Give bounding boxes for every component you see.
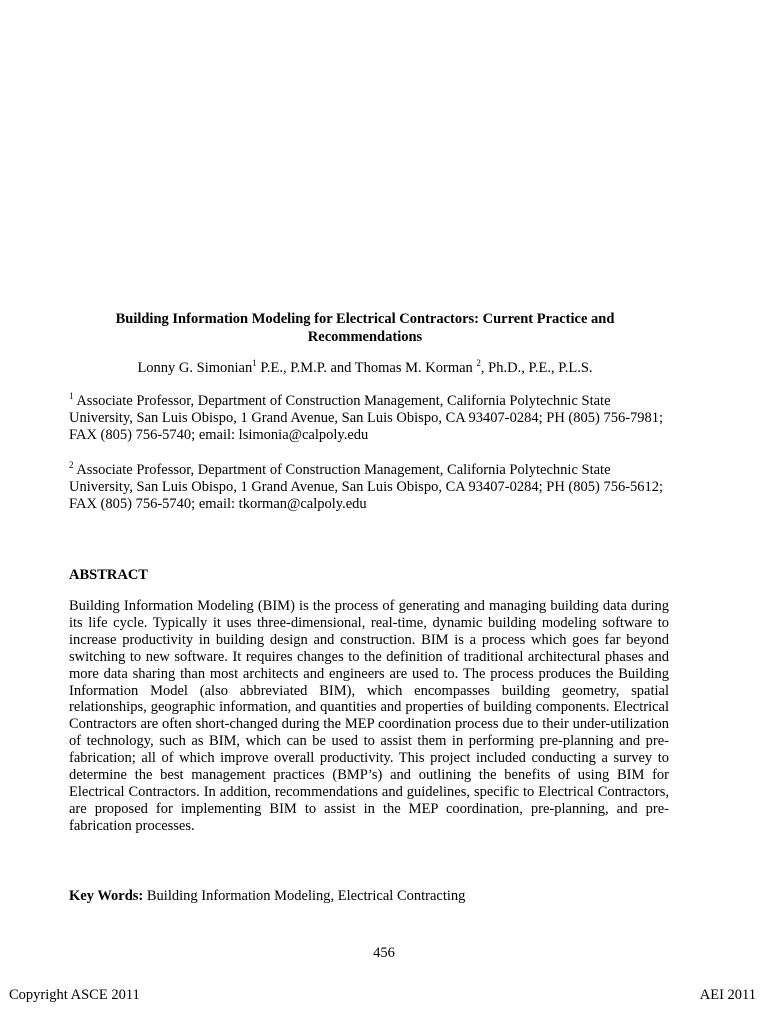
page-number: 456 — [373, 945, 395, 961]
keywords-text: Building Information Modeling, Electrical Contracting — [143, 888, 466, 904]
author-1-affil-marker: 1 — [252, 358, 257, 369]
author-line — [60, 359, 670, 377]
affiliation-2-text: Associate Professor, Department of Construction Management, California Polytechnic State University, San Luis Obispo, 1 Grand Avenue, San Luis Obispo, CA 93407-0284; PH (805) 756-5612; FAX (805) 756-5740; email: tkorman@calpoly.edu — [69, 462, 664, 512]
footer-copyright: Copyright ASCE 2011 — [9, 987, 140, 1003]
keywords-label: Key Words: — [69, 888, 144, 904]
affiliation-2-marker: 2 — [69, 460, 74, 471]
abstract-heading: ABSTRACT — [69, 567, 148, 583]
author-1-name: Lonny G. Simonian — [137, 360, 253, 376]
author-2-credentials: , Ph.D., P.E., P.L.S. — [480, 360, 593, 376]
paper-title: Building Information Modeling for Electrical Contractors: Current Practice and Recommendations — [115, 311, 615, 345]
author-1-credentials: P.E., P.M.P. and — [256, 360, 355, 376]
affiliation-1-marker: 1 — [69, 391, 74, 402]
affiliation-1 — [69, 393, 669, 444]
author-2-affil-marker: 2 — [476, 358, 481, 369]
affiliation-1-text: Associate Professor, Department of Construction Management, California Polytechnic State University, San Luis Obispo, 1 Grand Avenue, San Luis Obispo, CA 93407-0284; PH (805) 756-7981; FAX (805) 756-5740; email: lsimonia@calpoly.edu — [69, 393, 664, 443]
footer-conference: AEI 2011 — [699, 987, 756, 1003]
affiliation-2 — [69, 462, 669, 513]
keywords-line — [69, 887, 669, 905]
author-2-name: Thomas M. Korman — [354, 360, 477, 376]
abstract-body: Building Information Modeling (BIM) is the process of generating and managing building data during its life cycle. Typically it uses three-dimensional, real-time, dynamic building modeling software to increase productivity in building design and construction. BIM is a process which goes far beyond switching to new software. It requires changes to the definition of traditional architectural phases and more data sharing than most architects and engineers are used to. The process produces the Building Information Model (also abbreviated BIM), which encompasses building geometry, spatial relationships, geographic information, and quantities and properties of building components. Electrical Contractors are often short-changed during the MEP coordination process due to their under-utilization of technology, such as BIM, which can be used to assist them in performing pre-planning and pre-fabrication; all of which improve overall productivity. This project included conducting a survey to determine the best management practices (BMP’s) and outlining the benefits of using BIM for Electrical Contractors. In addition, recommendations and guidelines, specific to Electrical Contractors, are proposed for implementing BIM to assist in the MEP coordination, pre-planning, and pre-fabrication processes. — [69, 598, 669, 834]
